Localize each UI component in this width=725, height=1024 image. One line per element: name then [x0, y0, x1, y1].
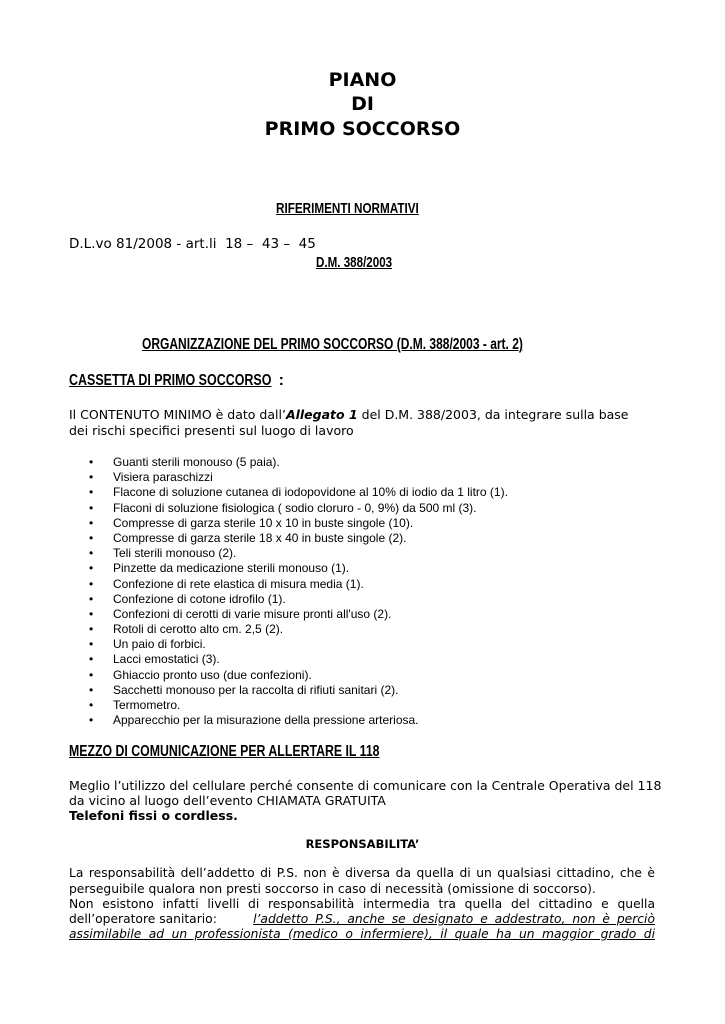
- cassetta-items-list: [89, 455, 649, 728]
- list-item: • Visiera paraschizzi: [89, 470, 213, 485]
- title-line-1: PIANO: [328, 69, 397, 91]
- bullet-icon: •: [89, 606, 94, 621]
- bullet-icon: •: [89, 515, 94, 530]
- list-item: • Confezione di rete elastica di misura media (1).: [89, 576, 364, 591]
- cassetta-heading-colon: :: [278, 372, 284, 389]
- riferimenti-dm: D.M. 388/2003: [316, 255, 393, 271]
- list-item: • Lacci emostatici (3).: [89, 652, 220, 667]
- cassetta-intro-line2: dei rischi specifici presenti sul luogo di lavoro: [69, 423, 354, 438]
- bullet-icon: •: [89, 561, 94, 576]
- organizzazione-heading: ORGANIZZAZIONE DEL PRIMO SOCCORSO (D.M. 388/2003 - art. 2): [142, 336, 523, 353]
- bullet-icon: •: [89, 500, 94, 515]
- mezzo-line-2: da vicino al luogo dell’evento CHIAMATA GRATUITA: [69, 793, 386, 808]
- responsabilita-p2-line3: assimilabile ad un professionista (medico o infermiere), il quale ha un maggior grado di: [69, 927, 655, 941]
- list-item: • Pinzette da medicazione sterili monouso (1).: [89, 561, 350, 576]
- bullet-icon: •: [89, 470, 94, 485]
- bullet-icon: •: [89, 667, 94, 682]
- responsabilita-p2-line2-b: l’addetto P.S., anche se designato e addestrato, non è perciò: [253, 912, 655, 926]
- bullet-icon: •: [89, 530, 94, 545]
- cassetta-heading-line: [69, 370, 284, 390]
- cassetta-intro-c: del D.M. 388/2003, da integrare sulla base: [357, 407, 629, 422]
- bullet-icon: •: [89, 682, 94, 697]
- bullet-icon: •: [89, 455, 94, 469]
- title-line-3: PRIMO SOCCORSO: [264, 118, 461, 140]
- list-item: • Compresse di garza sterile 18 x 40 in buste singole (2).: [89, 530, 407, 545]
- mezzo-line-3: Telefoni fissi o cordless.: [69, 808, 238, 823]
- bullet-icon: •: [89, 637, 94, 652]
- responsabilita-p2-line2-a: dell’operatore sanitario:: [69, 912, 217, 926]
- bullet-icon: •: [89, 576, 94, 591]
- bullet-icon: •: [89, 698, 94, 712]
- list-item: • Confezione di cotone idrofilo (1).: [89, 591, 286, 606]
- responsabilita-p1-line2: perseguibile qualora non presti soccorso in caso di necessità (omissione di soccorso).: [69, 882, 596, 896]
- responsabilita-p2-line1: Non esistono infatti livelli di responsabilità intermedia tra quella del cittadino e quella: [69, 897, 655, 911]
- list-item: • Ghiaccio pronto uso (due confezioni).: [89, 667, 312, 682]
- mezzo-line-1: Meglio l’utilizzo del cellulare perché consente di comunicare con la Centrale Operativa del 118: [69, 778, 662, 793]
- cassetta-heading: CASSETTA DI PRIMO SOCCORSO: [69, 372, 272, 389]
- title-line-2: DI: [351, 93, 374, 115]
- riferimenti-dlvo: D.L.vo 81/2008 - art.li 18 – 43 – 45: [69, 236, 316, 252]
- bullet-icon: •: [89, 485, 94, 500]
- list-item: • Teli sterili monouso (2).: [89, 546, 237, 561]
- cassetta-intro-allegato: Allegato 1: [285, 407, 358, 422]
- list-item: • Rotoli di cerotto alto cm. 2,5 (2).: [89, 622, 284, 637]
- list-item: • Termometro.: [89, 698, 181, 712]
- cassetta-intro: [69, 407, 659, 422]
- list-item: • Confezioni di cerotti di varie misure pronti all'uso (2).: [89, 606, 392, 621]
- responsabilita-p2-line2: [69, 912, 655, 926]
- bullet-icon: •: [89, 591, 94, 606]
- list-item: • Un paio di forbici.: [89, 637, 206, 652]
- mezzo-heading: MEZZO DI COMUNICAZIONE PER ALLERTARE IL 118: [69, 743, 380, 760]
- bullet-icon: •: [89, 652, 94, 667]
- bullet-icon: •: [89, 546, 94, 561]
- list-item: • Guanti sterili monouso (5 paia).: [89, 455, 280, 469]
- list-item: • Flacone di soluzione cutanea di iodopovidone al 10% di iodio da 1 litro (1).: [89, 485, 508, 500]
- list-item: • Flaconi di soluzione fisiologica ( sodio cloruro - 0, 9%) da 500 ml (3).: [89, 500, 477, 515]
- responsabilita-heading: RESPONSABILITA’: [305, 837, 420, 851]
- list-item: • Sacchetti monouso per la raccolta di rifiuti sanitari (2).: [89, 682, 399, 697]
- riferimenti-heading: RIFERIMENTI NORMATIVI: [276, 200, 419, 217]
- list-item: • Compresse di garza sterile 10 x 10 in buste singole (10).: [89, 515, 414, 530]
- responsabilita-p1-line1: La responsabilità dell’addetto di P.S. non è diversa da quella di un qualsiasi cittadino, che è: [69, 866, 655, 880]
- list-item: • Apparecchio per la misurazione della pressione arteriosa.: [89, 713, 419, 728]
- cassetta-intro-a: Il CONTENUTO MINIMO è dato dall’: [69, 407, 286, 422]
- bullet-icon: •: [89, 713, 94, 728]
- bullet-icon: •: [89, 622, 94, 637]
